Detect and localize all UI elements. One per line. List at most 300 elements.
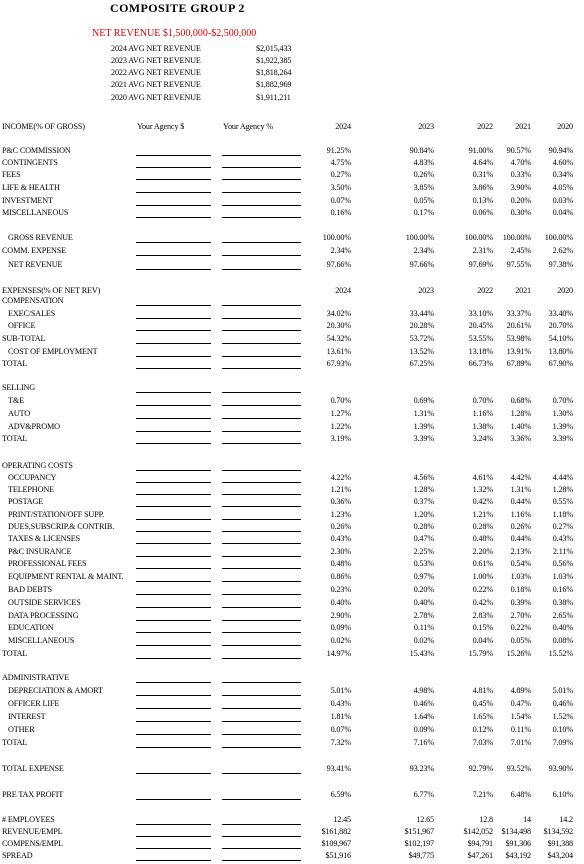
row-label: TOTAL [2, 359, 28, 368]
row-label: AUTO [8, 409, 30, 418]
agency-dollar-input-line[interactable] [136, 167, 211, 168]
agency-pct-input-line[interactable] [222, 824, 301, 825]
agency-dollar-input-line[interactable] [136, 269, 211, 270]
row-value: 5.01% [552, 686, 573, 695]
row-value: $49,775 [408, 851, 434, 860]
agency-pct-input-line[interactable] [222, 860, 301, 861]
row-value: 1.64% [413, 712, 434, 721]
row-value: 3.39% [552, 434, 573, 443]
row-value: 7.21% [472, 790, 493, 799]
row-value: $102,197 [404, 839, 434, 848]
row-value: 0.46% [413, 699, 434, 708]
row-value: 13.80% [548, 347, 573, 356]
agency-dollar-input-line[interactable] [136, 418, 211, 419]
row-value: 100.00% [544, 233, 573, 242]
row-value: 3.50% [330, 183, 351, 192]
row-value: 1.03% [510, 572, 531, 581]
agency-pct-input-line[interactable] [222, 632, 301, 633]
row-label: INVESTMENT [2, 196, 53, 205]
agency-dollar-input-line[interactable] [136, 607, 211, 608]
row-value: 97.66% [409, 260, 434, 269]
agency-pct-input-line[interactable] [222, 405, 301, 406]
agency-pct-input-line[interactable] [222, 773, 301, 774]
row-label: DUES,SUBSCRIP.& CONTRIB. [8, 522, 115, 531]
agency-dollar-input-line[interactable] [136, 443, 211, 444]
agency-pct-input-line[interactable] [222, 747, 301, 748]
row-value: 0.27% [330, 170, 351, 179]
row-value: 4.05% [552, 183, 573, 192]
row-value: 3.24% [472, 434, 493, 443]
row-label: COMPENSATION [2, 296, 64, 305]
row-label: SUB-TOTAL [2, 334, 46, 343]
row-value: 53.55% [468, 334, 493, 343]
agency-pct-input-line[interactable] [222, 695, 301, 696]
row-label: OPERATING COSTS [2, 461, 73, 470]
agency-pct-input-line[interactable] [222, 470, 301, 471]
row-value: 0.70% [472, 396, 493, 405]
row-value: 2.31% [472, 246, 493, 255]
row-value: 0.31% [472, 170, 493, 179]
row-value: 3.90% [510, 183, 531, 192]
agency-pct-input-line[interactable] [222, 242, 301, 243]
row-value: 13.61% [326, 347, 351, 356]
agency-pct-input-line[interactable] [222, 205, 301, 206]
row-value: 97.69% [468, 260, 493, 269]
row-value: 0.06% [472, 208, 493, 217]
agency-dollar-input-line[interactable] [136, 543, 211, 544]
agency-pct-input-line[interactable] [222, 482, 301, 483]
row-value: 0.16% [552, 585, 573, 594]
agency-pct-input-line[interactable] [222, 356, 301, 357]
agency-dollar-input-line[interactable] [136, 824, 211, 825]
row-value: 1.21% [330, 485, 351, 494]
row-value: 0.26% [413, 170, 434, 179]
row-value: 6.59% [330, 790, 351, 799]
row-value: $47,261 [467, 851, 493, 860]
agency-pct-input-line[interactable] [222, 255, 301, 256]
year-header: 2022 [477, 122, 493, 131]
row-value: 1.18% [552, 510, 573, 519]
row-value: 0.44% [510, 534, 531, 543]
agency-dollar-input-line[interactable] [136, 494, 211, 495]
row-value: 0.53% [413, 559, 434, 568]
agency-pct-input-line[interactable] [222, 155, 301, 156]
row-label: POSTAGE [8, 497, 44, 506]
row-value: $151,967 [404, 827, 434, 836]
row-value: $43,204 [547, 851, 573, 860]
row-value: 0.09% [330, 623, 351, 632]
row-value: 5.01% [330, 686, 351, 695]
row-label: NET REVENUE [8, 260, 63, 269]
row-value: 53.98% [506, 334, 531, 343]
avg-value: $1,882,969 [256, 80, 292, 89]
row-value: 6.77% [413, 790, 434, 799]
row-value: 2.45% [510, 246, 531, 255]
row-value: 97.55% [506, 260, 531, 269]
agency-pct-input-line[interactable] [222, 368, 301, 369]
row-value: 90.94% [548, 146, 573, 155]
row-label: GROSS REVENUE [8, 233, 73, 242]
agency-pct-input-line[interactable] [222, 848, 301, 849]
row-value: 34.02% [326, 309, 351, 318]
row-value: 33.37% [506, 309, 531, 318]
row-value: 1.52% [552, 712, 573, 721]
agency-dollar-input-line[interactable] [136, 506, 211, 507]
row-value: $94,791 [467, 839, 493, 848]
row-value: 0.26% [510, 522, 531, 531]
row-value: 0.27% [552, 522, 573, 531]
year-header: 2020 [557, 122, 573, 131]
row-value: 4.22% [330, 473, 351, 482]
row-value: 15.52% [548, 649, 573, 658]
agency-pct-input-line[interactable] [222, 836, 301, 837]
row-value: 53.72% [409, 334, 434, 343]
avg-label: 2022 AVG NET REVENUE [111, 68, 201, 77]
row-label: TOTAL [2, 649, 28, 658]
agency-dollar-input-line[interactable] [136, 799, 211, 800]
row-label: OFFICER LIFE [8, 699, 60, 708]
agency-dollar-input-line[interactable] [136, 581, 211, 582]
agency-pct-input-line[interactable] [222, 330, 301, 331]
row-value: 0.10% [552, 725, 573, 734]
row-value: 0.09% [413, 725, 434, 734]
agency-dollar-input-line[interactable] [136, 192, 211, 193]
agency-dollar-input-line[interactable] [136, 848, 211, 849]
row-label: EDUCATION [8, 623, 54, 632]
row-value: 20.45% [468, 321, 493, 330]
row-value: 0.07% [330, 725, 351, 734]
row-label: TELEPHONE [8, 485, 54, 494]
row-value: 66.73% [468, 359, 493, 368]
agency-dollar-input-line[interactable] [136, 620, 211, 621]
row-value: 0.20% [413, 585, 434, 594]
row-value: 1.65% [472, 712, 493, 721]
row-value: 0.33% [510, 170, 531, 179]
row-label: P&C COMMISSION [2, 146, 71, 155]
year-header: 2021 [515, 122, 531, 131]
agency-pct-input-line[interactable] [222, 645, 301, 646]
agency-dollar-input-line[interactable] [136, 531, 211, 532]
row-value: 13.52% [409, 347, 434, 356]
row-label: OFFICE [8, 321, 36, 330]
row-value: 93.52% [506, 764, 531, 773]
agency-dollar-input-line[interactable] [136, 645, 211, 646]
row-value: 90.84% [409, 146, 434, 155]
row-value: 0.26% [330, 522, 351, 531]
row-value: 1.31% [413, 409, 434, 418]
agency-pct-input-line[interactable] [222, 734, 301, 735]
row-value: 15.79% [468, 649, 493, 658]
year-header: 2023 [418, 286, 434, 295]
row-value: 0.40% [330, 598, 351, 607]
agency-dollar-input-line[interactable] [136, 632, 211, 633]
agency-dollar-input-line[interactable] [136, 594, 211, 595]
row-value: 0.05% [413, 196, 434, 205]
row-value: 3.86% [472, 183, 493, 192]
row-value: 4.75% [330, 158, 351, 167]
row-value: 2.30% [330, 547, 351, 556]
row-label: COMM. EXPENSE [2, 246, 67, 255]
row-value: 91.00% [468, 146, 493, 155]
row-value: $109,967 [321, 839, 351, 848]
row-value: 4.44% [552, 473, 573, 482]
agency-pct-input-line[interactable] [222, 594, 301, 595]
agency-pct-input-line[interactable] [222, 167, 301, 168]
row-label: LIFE & HEALTH [2, 183, 60, 192]
agency-dollar-input-line[interactable] [136, 431, 211, 432]
agency-pct-input-line[interactable] [222, 543, 301, 544]
agency-dollar-input-line[interactable] [136, 305, 211, 306]
row-value: 0.20% [510, 196, 531, 205]
row-value: 2.90% [330, 611, 351, 620]
row-value: 0.11% [413, 623, 434, 632]
row-value: 2.11% [552, 547, 573, 556]
row-value: 1.54% [510, 712, 531, 721]
agency-pct-input-line[interactable] [222, 658, 301, 659]
row-value: 0.43% [552, 534, 573, 543]
year-header: 2021 [515, 286, 531, 295]
agency-pct-input-line[interactable] [222, 494, 301, 495]
row-value: 0.22% [510, 623, 531, 632]
row-label: DEPRECIATION & AMORT [8, 686, 103, 695]
agency-pct-input-line[interactable] [222, 318, 301, 319]
row-value: 13.91% [506, 347, 531, 356]
row-value: 93.23% [409, 764, 434, 773]
agency-dollar-input-line[interactable] [136, 392, 211, 393]
row-value: 12.8 [479, 815, 493, 824]
agency-pct-input-line[interactable] [222, 392, 301, 393]
agency-dollar-input-line[interactable] [136, 836, 211, 837]
row-label: SELLING [2, 383, 36, 392]
row-value: 14 [523, 815, 531, 824]
row-value: 4.83% [413, 158, 434, 167]
agency-pct-input-line[interactable] [222, 682, 301, 683]
row-value: $134,592 [543, 827, 573, 836]
row-value: 67.90% [548, 359, 573, 368]
row-value: 14.2 [559, 815, 573, 824]
row-label: EQUIPMENT RENTAL & MAINT. [8, 572, 124, 581]
row-label: ADV&PROMO [8, 422, 60, 431]
row-value: 14.97% [326, 649, 351, 658]
agency-dollar-input-line[interactable] [136, 343, 211, 344]
row-value: 0.47% [413, 534, 434, 543]
agency-pct-input-line[interactable] [222, 443, 301, 444]
row-value: 4.60% [552, 158, 573, 167]
row-value: 2.62% [552, 246, 573, 255]
agency-dollar-input-line[interactable] [136, 734, 211, 735]
agency-dollar-input-line[interactable] [136, 658, 211, 659]
agency-dollar-input-line[interactable] [136, 721, 211, 722]
row-label: DATA PROCESSING [8, 611, 79, 620]
agency-dollar-input-line[interactable] [136, 682, 211, 683]
year-header: 2023 [418, 122, 434, 131]
row-value: 1.22% [330, 422, 351, 431]
agency-pct-input-line[interactable] [222, 305, 301, 306]
row-value: 0.86% [330, 572, 351, 581]
row-value: 100.00% [405, 233, 434, 242]
row-value: 0.17% [413, 208, 434, 217]
row-value: 3.85% [413, 183, 434, 192]
avg-value: $2,015,433 [256, 44, 292, 53]
row-value: 0.04% [472, 636, 493, 645]
agency-dollar-input-line[interactable] [136, 155, 211, 156]
row-value: 1.40% [510, 422, 531, 431]
agency-dollar-input-line[interactable] [136, 773, 211, 774]
row-value: 0.13% [472, 196, 493, 205]
row-value: 33.44% [409, 309, 434, 318]
row-value: 1.32% [472, 485, 493, 494]
agency-pct-input-line[interactable] [222, 506, 301, 507]
agency-dollar-input-line[interactable] [136, 356, 211, 357]
row-value: 97.38% [548, 260, 573, 269]
agency-pct-input-line[interactable] [222, 568, 301, 569]
row-value: 0.03% [552, 196, 573, 205]
agency-dollar-input-line[interactable] [136, 470, 211, 471]
row-value: 0.48% [330, 559, 351, 568]
row-value: 0.46% [552, 699, 573, 708]
row-value: 0.04% [552, 208, 573, 217]
agency-dollar-input-line[interactable] [136, 708, 211, 709]
agency-pct-input-line[interactable] [222, 708, 301, 709]
row-value: 1.39% [413, 422, 434, 431]
row-value: 54.32% [326, 334, 351, 343]
row-value: 2.34% [330, 246, 351, 255]
row-value: 20.30% [326, 321, 351, 330]
agency-pct-input-line[interactable] [222, 556, 301, 557]
row-value: 4.70% [510, 158, 531, 167]
row-label: TOTAL [2, 434, 28, 443]
year-header: 2024 [335, 122, 351, 131]
row-value: 1.27% [330, 409, 351, 418]
agency-dollar-input-line[interactable] [136, 695, 211, 696]
row-value: 0.42% [472, 598, 493, 607]
agency-dollar-input-line[interactable] [136, 330, 211, 331]
row-value: 13.18% [468, 347, 493, 356]
your-agency-pct-header: Your Agency % [223, 122, 273, 131]
row-value: 0.43% [330, 534, 351, 543]
row-value: 0.34% [552, 170, 573, 179]
agency-pct-input-line[interactable] [222, 581, 301, 582]
expenses-section-header: EXPENSES(% OF NET REV) [2, 286, 101, 295]
row-value: 0.70% [552, 396, 573, 405]
row-value: 0.48% [472, 534, 493, 543]
agency-pct-input-line[interactable] [222, 192, 301, 193]
row-value: 0.44% [510, 497, 531, 506]
agency-dollar-input-line[interactable] [136, 405, 211, 406]
row-value: 0.37% [413, 497, 434, 506]
row-value: 3.19% [330, 434, 351, 443]
avg-value: $1,911,211 [256, 93, 291, 102]
row-value: 0.68% [510, 396, 531, 405]
row-value: 0.40% [413, 598, 434, 607]
row-label: PROFESSIONAL FEES [8, 559, 87, 568]
row-label: PRE TAX PROFIT [2, 790, 64, 799]
row-value: 0.40% [552, 623, 573, 632]
row-label: TAXES & LICENSES [8, 534, 80, 543]
row-value: 4.56% [413, 473, 434, 482]
agency-dollar-input-line[interactable] [136, 747, 211, 748]
agency-pct-input-line[interactable] [222, 217, 301, 218]
row-value: 0.39% [510, 598, 531, 607]
agency-pct-input-line[interactable] [222, 179, 301, 180]
agency-dollar-input-line[interactable] [136, 556, 211, 557]
row-value: 1.16% [472, 409, 493, 418]
agency-pct-input-line[interactable] [222, 431, 301, 432]
agency-pct-input-line[interactable] [222, 269, 301, 270]
agency-pct-input-line[interactable] [222, 620, 301, 621]
agency-pct-input-line[interactable] [222, 418, 301, 419]
row-value: 0.18% [510, 585, 531, 594]
row-value: 100.00% [502, 233, 531, 242]
row-value: 2.25% [413, 547, 434, 556]
agency-pct-input-line[interactable] [222, 607, 301, 608]
agency-pct-input-line[interactable] [222, 531, 301, 532]
row-label: BAD DEBTS [8, 585, 52, 594]
row-value: 1.28% [413, 485, 434, 494]
row-value: 0.55% [552, 497, 573, 506]
row-value: 100.00% [322, 233, 351, 242]
agency-dollar-input-line[interactable] [136, 519, 211, 520]
row-value: 6.48% [510, 790, 531, 799]
agency-pct-input-line[interactable] [222, 799, 301, 800]
row-value: 4.89% [510, 686, 531, 695]
agency-dollar-input-line[interactable] [136, 205, 211, 206]
row-value: 0.43% [330, 699, 351, 708]
agency-dollar-input-line[interactable] [136, 482, 211, 483]
agency-pct-input-line[interactable] [222, 721, 301, 722]
row-value: 0.47% [510, 699, 531, 708]
agency-dollar-input-line[interactable] [136, 318, 211, 319]
your-agency-dollar-header: Your Agency $ [137, 122, 185, 131]
row-value: 2.34% [413, 246, 434, 255]
row-value: 4.42% [510, 473, 531, 482]
agency-dollar-input-line[interactable] [136, 242, 211, 243]
agency-dollar-input-line[interactable] [136, 255, 211, 256]
row-value: 1.00% [472, 572, 493, 581]
row-value: 0.30% [510, 208, 531, 217]
row-value: 1.28% [552, 485, 573, 494]
agency-dollar-input-line[interactable] [136, 368, 211, 369]
income-section-header: INCOME(% OF GROSS) [2, 122, 85, 131]
agency-pct-input-line[interactable] [222, 519, 301, 520]
row-value: 4.61% [472, 473, 493, 482]
row-value: 93.41% [326, 764, 351, 773]
row-value: 1.31% [510, 485, 531, 494]
avg-label: 2021 AVG NET REVENUE [111, 80, 201, 89]
agency-pct-input-line[interactable] [222, 343, 301, 344]
agency-dollar-input-line[interactable] [136, 179, 211, 180]
row-value: 1.21% [472, 510, 493, 519]
row-value: 0.11% [510, 725, 531, 734]
row-label: REVENUE/EMPL [2, 827, 63, 836]
row-value: 0.61% [472, 559, 493, 568]
row-value: 20.61% [506, 321, 531, 330]
row-label: COMPENS/EMPL [2, 839, 63, 848]
row-label: OUTSIDE SERVICES [8, 598, 81, 607]
row-value: 3.36% [510, 434, 531, 443]
row-value: 4.64% [472, 158, 493, 167]
row-value: 0.05% [510, 636, 531, 645]
row-label: MISCELLANEOUS [8, 636, 75, 645]
row-value: 3.39% [413, 434, 434, 443]
agency-dollar-input-line[interactable] [136, 217, 211, 218]
row-value: $91,306 [505, 839, 531, 848]
row-value: 91.25% [326, 146, 351, 155]
agency-dollar-input-line[interactable] [136, 860, 211, 861]
row-value: 15.26% [506, 649, 531, 658]
agency-dollar-input-line[interactable] [136, 568, 211, 569]
row-value: $51,916 [325, 851, 351, 860]
